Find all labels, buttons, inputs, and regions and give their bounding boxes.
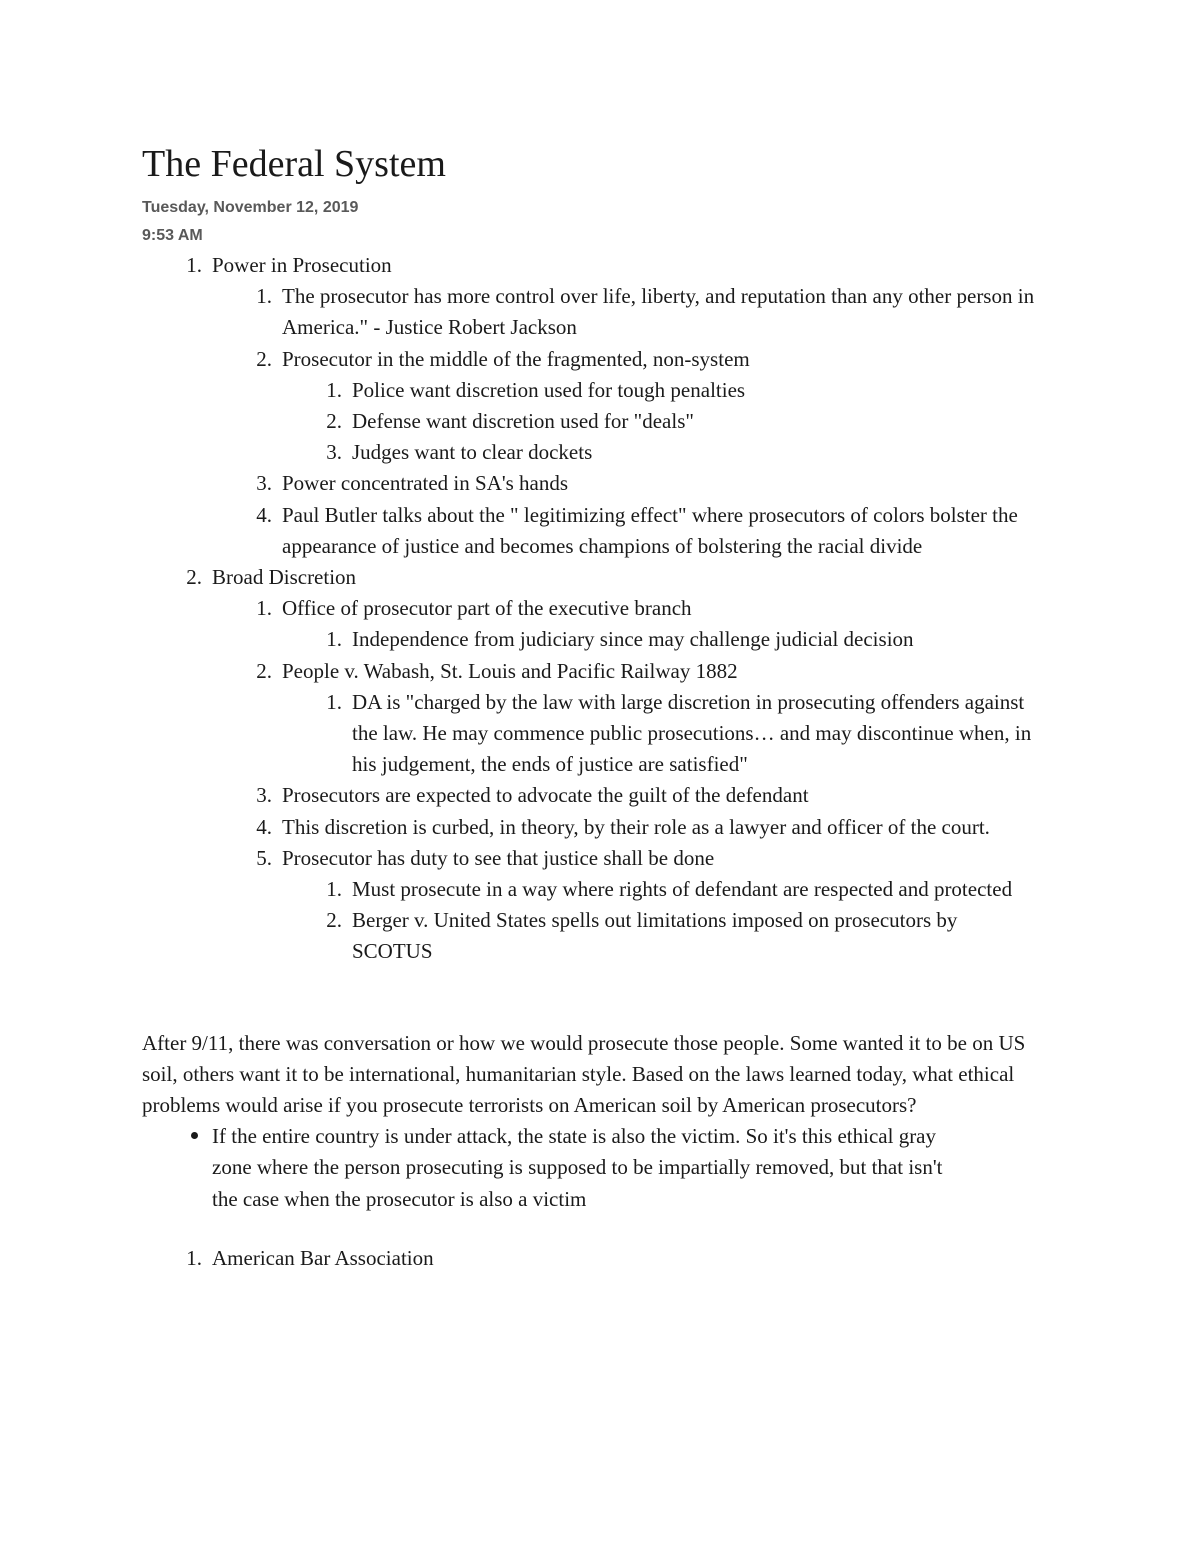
list-text: Must prosecute in a way where rights of defendant are respected and protected — [352, 877, 1013, 902]
list-number: 3. — [256, 783, 272, 808]
bullet-text: If the entire country is under attack, the state is also the victim. So it's this ethical gray zone where the person prosecuting is supposed to be impartially removed, but that isn't the case when the prosecutor is also a victim — [212, 1124, 943, 1211]
list-number: 1. — [186, 253, 202, 277]
list-text: This discretion is curbed, in theory, by their role as a lawyer and officer of the court. — [282, 814, 990, 839]
list-text: People v. Wabash, St. Louis and Pacific Railway 1882 — [282, 658, 738, 683]
note-time: 9:53 AM — [142, 227, 203, 244]
list-text: The prosecutor has more control over life, liberty, and reputation than any other person in America." - Justice Robert Jackson — [282, 284, 1035, 340]
list-item — [142, 656, 1062, 687]
list-number: 1. — [186, 1245, 202, 1270]
question-paragraph: After 9/11, there was conversation or how we would prosecute those people. Some wanted it to be on US soil, others want it to be international, humanitarian style. Based on the laws learned today, what ethical problems would arise if you prosecute terrorists on American soil by American prosecutors? — [142, 1030, 1026, 1118]
list-item — [142, 250, 1062, 281]
list-item — [142, 281, 1062, 343]
bullet-item — [142, 1121, 1062, 1215]
list-number: 2. — [256, 346, 272, 371]
list-number: 3. — [326, 440, 342, 465]
list-number: 2. — [186, 565, 202, 590]
list-text: DA is "charged by the law with large discretion in prosecuting offenders against the law. He may commence public prosecutions… and may discontinue when, in his judgement, the ends of justice are satisfied" — [352, 689, 1032, 777]
list-item — [142, 500, 1062, 562]
list-text: Police want discretion used for tough penalties — [352, 377, 746, 402]
list-number: 2. — [326, 409, 342, 434]
list-item — [142, 624, 1062, 655]
list-item — [142, 1243, 1062, 1274]
list-item — [142, 437, 1062, 468]
list-number: 2. — [326, 908, 342, 933]
list-item — [142, 905, 1062, 967]
list-text: Prosecutor in the middle of the fragmented, non-system — [282, 346, 750, 371]
list-text: Judges want to clear dockets — [352, 440, 593, 465]
list-text: Berger v. United States spells out limitations imposed on prosecutors by SCOTUS — [352, 908, 958, 964]
list-item — [142, 375, 1062, 406]
list-number: 1. — [326, 377, 342, 402]
list-item — [142, 468, 1062, 499]
list-text: Prosecutor has duty to see that justice shall be done — [282, 845, 715, 870]
list-item — [142, 593, 1062, 624]
list-number: 1. — [326, 877, 342, 902]
bullet-dot-icon — [191, 1132, 198, 1139]
list-number: 5. — [256, 845, 272, 870]
list-item — [142, 780, 1062, 811]
list-text: Broad Discretion — [212, 565, 357, 590]
list-number: 1. — [256, 284, 272, 309]
list-text: Independence from judiciary since may challenge judicial decision — [352, 627, 914, 652]
list-item — [142, 406, 1062, 437]
list-number: 2. — [256, 658, 272, 683]
list-text: American Bar Association — [212, 1245, 434, 1270]
list-text: Power concentrated in SA's hands — [282, 471, 569, 496]
page-title: The Federal System — [142, 143, 446, 185]
list-item — [142, 687, 1062, 781]
list-item — [142, 344, 1062, 375]
list-text: Prosecutors are expected to advocate the guilt of the defendant — [282, 783, 809, 808]
list-item — [142, 562, 1062, 593]
list-item — [142, 843, 1062, 874]
list-item — [142, 874, 1062, 905]
list-number: 1. — [256, 596, 272, 621]
note-page — [142, 140, 1062, 1274]
list-text: Defense want discretion used for "deals" — [352, 409, 694, 434]
outline-list — [142, 250, 1062, 968]
spacer — [142, 1215, 1062, 1243]
list-number: 4. — [256, 502, 272, 527]
list-text: Office of prosecutor part of the executive branch — [282, 596, 692, 621]
list-text: Paul Butler talks about the " legitimizing effect" where prosecutors of colors bolster the appearance of justice and becomes champions of bolstering the racial divide — [282, 502, 1018, 558]
list-number: 3. — [256, 471, 272, 496]
list-item — [142, 812, 1062, 843]
list-number: 1. — [326, 627, 342, 652]
note-date: Tuesday, November 12, 2019 — [142, 199, 359, 216]
list-number: 1. — [326, 689, 342, 714]
bullet-marker — [142, 1121, 212, 1215]
list-text: Power in Prosecution — [212, 253, 392, 277]
list-number: 4. — [256, 814, 272, 839]
